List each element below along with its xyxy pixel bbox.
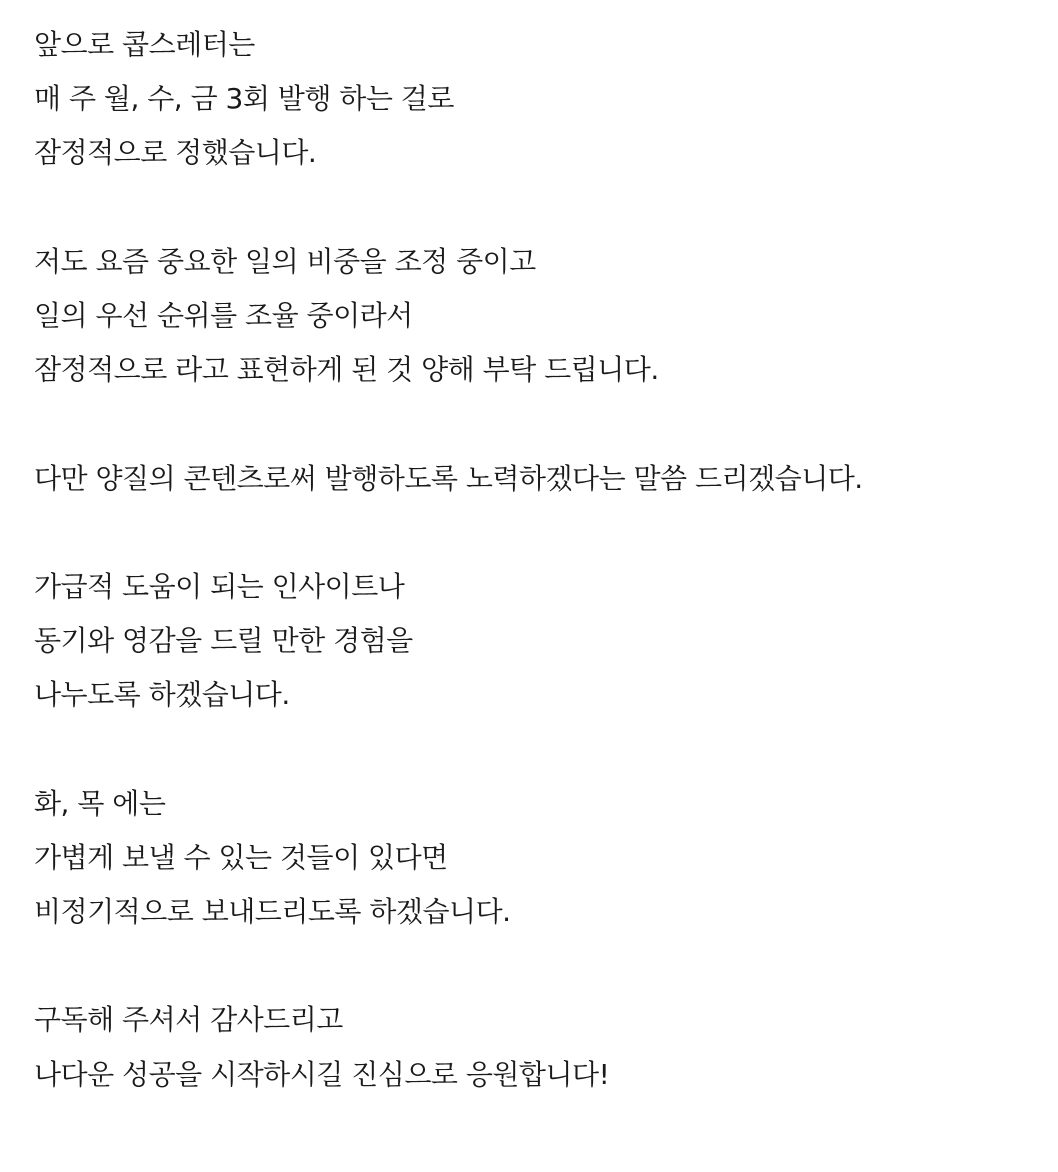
text-line: 가볍게 보낼 수 있는 것들이 있다면 (34, 840, 448, 874)
text-line: 동기와 영감을 드릴 만한 경험을 (34, 624, 413, 658)
text-line: 저도 요즘 중요한 일의 비중을 조정 중이고 (34, 244, 536, 278)
text-line: 앞으로 콥스레터는 (34, 28, 255, 61)
text-line: 일의 우선 순위를 조율 중이라서 (34, 298, 413, 332)
text-line: 구독해 주셔서 감사드리고 (34, 1003, 343, 1037)
text-line: 화, 목 에는 (34, 786, 166, 820)
paragraph-spacer (34, 506, 1034, 560)
text-line: 매 주 월, 수, 금 3회 발행 하는 걸로 (34, 82, 454, 116)
text-line: 가급적 도움이 되는 인사이트나 (34, 569, 405, 603)
text-line: 잠정적으로 정했습니다. (34, 136, 317, 170)
message-body (34, 18, 1034, 1102)
paragraph-spacer (34, 181, 1034, 235)
text-line: 나누도록 하겠습니다. (34, 678, 290, 712)
paragraph-spacer (34, 397, 1034, 451)
text-line: 잠정적으로 라고 표현하게 된 것 양해 부탁 드립니다. (34, 353, 659, 387)
text-line: 나다운 성공을 시작하시길 진심으로 응원합니다! (34, 1057, 610, 1091)
paragraph-spacer (34, 722, 1034, 776)
text-line: 다만 양질의 콘텐츠로써 발행하도록 노력하겠다는 말씀 드리겠습니다. (34, 461, 863, 495)
paragraph-spacer (34, 939, 1034, 993)
text-line: 비정기적으로 보내드리도록 하겠습니다. (34, 895, 511, 928)
